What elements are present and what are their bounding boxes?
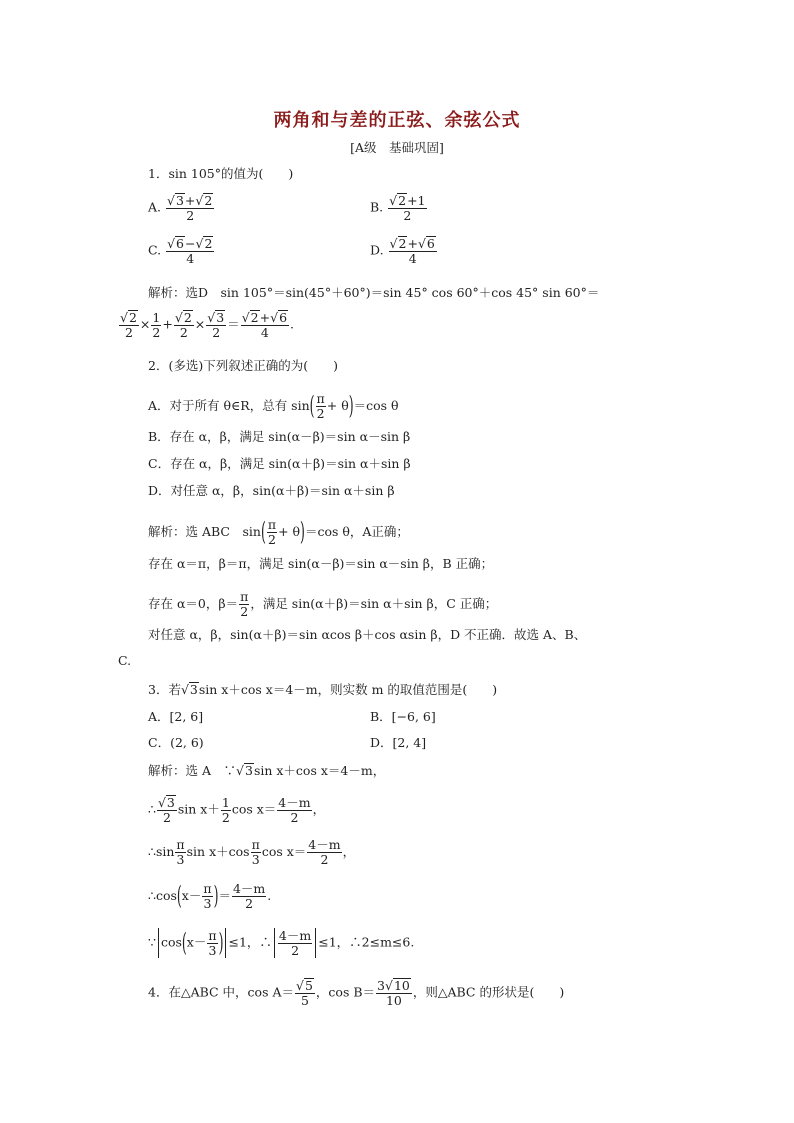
q3-option-d: D．[2, 4] <box>370 735 427 750</box>
q1-option-c: C. $\frac{√6-√2}{4}$ <box>148 236 213 266</box>
q2-option-b: B．存在 α，β，满足 sin(α－β)＝sin α－sin β <box>148 429 411 444</box>
q3-solution-line4: ∴cos(x－ $\frac{\pi}{3}$ )＝ $\frac{4-m}{2}$ . <box>148 880 272 911</box>
q2-option-d: D．对任意 α，β，sin(α＋β)＝sin α＋sin β <box>148 483 395 498</box>
q2-stem: 2．(多选)下列叙述正确的为( ) <box>148 358 338 373</box>
q2-solution-line5: C. <box>118 653 132 668</box>
q2-option-a: A．对于所有 θ∈R，总有 sin( $\frac{\pi}{2}$ + θ)＝cos θ <box>148 390 399 421</box>
q3-option-b: B．[−6, 6] <box>370 709 436 724</box>
q2-solution-line3: 存在 α＝0，β＝ $\frac{\pi}{2}$ ，满足 sin(α＋β)＝sin α＋sin β，C 正确； <box>148 589 498 619</box>
q1-option-b: B. $\frac{√2+1}{2}$ <box>370 193 426 223</box>
page-title: 两角和与差的正弦、余弦公式 <box>273 110 521 131</box>
q1-solution-line2: $\frac{√2}{2}$ × $\frac{1}{2}$ + $\frac{√2}{2}$ × $\frac{√3}{2}$ ＝ $\frac{√2+√6}{4}$ . <box>120 309 294 340</box>
q1-option-a: A. $\frac{√3+√2}{2}$ <box>148 193 213 223</box>
q3-option-a: A．[2, 6] <box>148 709 204 724</box>
q2-option-c: C．存在 α，β，满足 sin(α＋β)＝sin α＋sin β <box>148 456 411 471</box>
q2-solution-line4: 对任意 α，β，sin(α＋β)＝sin αcos β＋cos αsin β，D 不正确．故选 A、B、 <box>148 627 587 642</box>
q3-option-c: C．(2, 6) <box>148 735 204 750</box>
q1-stem: 1．sin 105°的值为( ) <box>148 166 294 181</box>
q1-solution-line1: 解析：选D sin 105°＝sin(45°＋60°)＝sin 45° cos 60°＋cos 45° sin 60°＝ <box>148 285 600 300</box>
q3-stem: 3．若√3sin x＋cos x＝4－m，则实数 m 的取值范围是( ) <box>148 682 498 697</box>
q4-stem: 4．在△ABC 中，cos A＝ $\frac{√5}{5}$ ，cos B＝ $\frac{3√10}{10}$ ，则△ABC 的形状是( ) <box>148 978 565 1008</box>
q3-solution-line2: ∴ $\frac{√3}{2}$ sin x＋ $\frac{1}{2}$ cos x＝ $\frac{4-m}{2}$ ， <box>148 794 326 825</box>
q3-solution-line3: ∴sin $\frac{\pi}{3}$ sin x＋cos $\frac{\pi}{3}$ cos x＝ $\frac{4-m}{2}$ ， <box>148 837 356 867</box>
q3-solution-line5: ∵ cos(x－ $\frac{\pi}{3}$ ) ≤1，∴ $\frac{4-m}{2}$ ≤1，∴2≤m≤6. <box>148 926 415 958</box>
q3-solution-line1: 解析：选 A ∵√3sin x＋cos x＝4－m， <box>148 763 386 778</box>
q2-solution-line1: 解析：选 ABC sin( $\frac{\pi}{2}$ + θ)＝cos θ，A正确； <box>148 516 409 547</box>
q2-solution-line2: 存在 α＝π，β＝π，满足 sin(α－β)＝sin α－sin β，B 正确； <box>148 556 494 571</box>
q1-option-d: D. $\frac{√2+√6}{4}$ <box>370 236 435 266</box>
section-level: [A级 基础巩固] <box>350 140 444 155</box>
